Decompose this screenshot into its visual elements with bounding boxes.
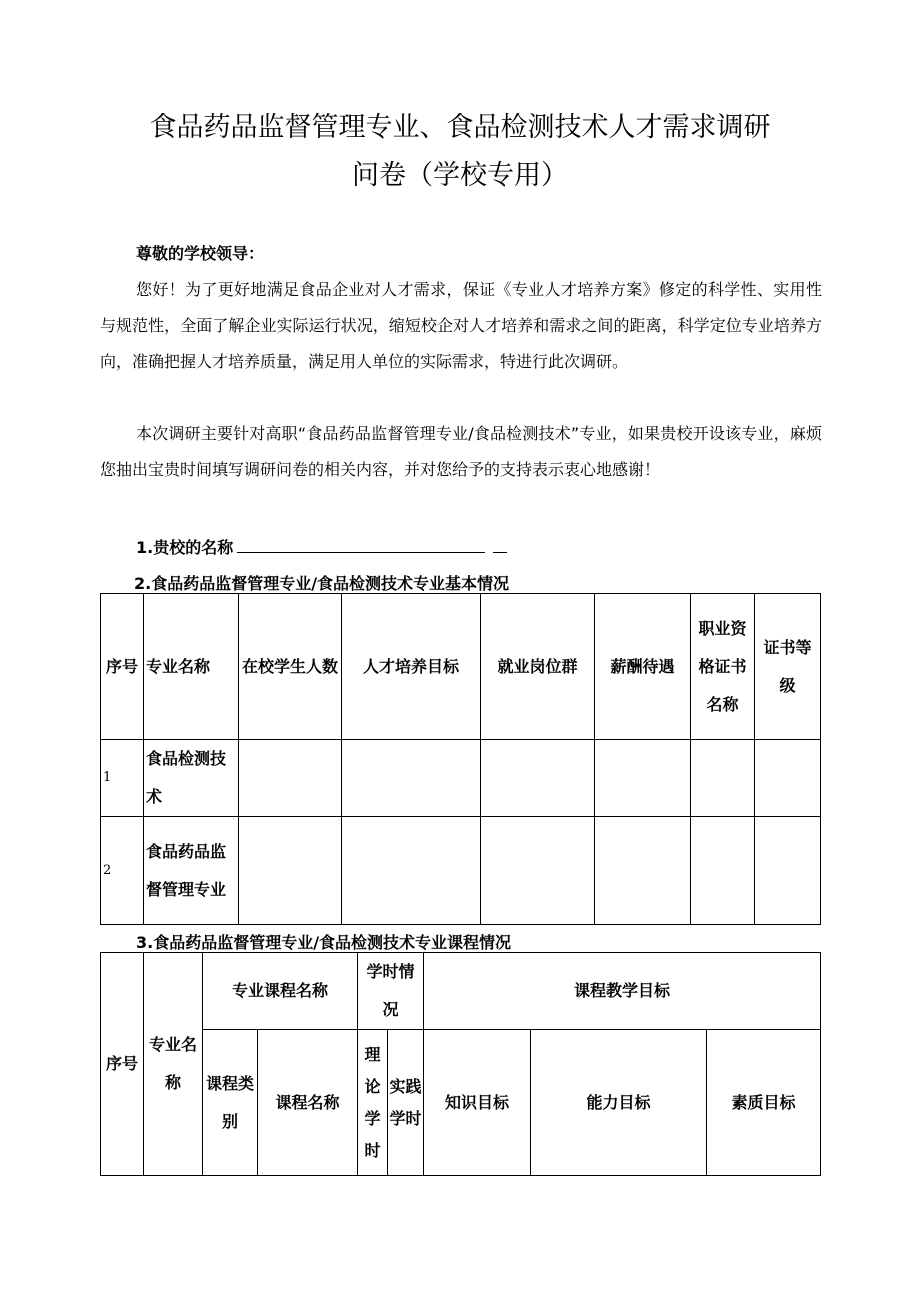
empty-cell[interactable] — [691, 817, 755, 925]
intro-paragraph-2: 本次调研主要针对高职“食品药品监督管理专业/食品检测技术”专业，如果贵校开设该专业，麻烦您抽出宝贵时间填写调研问卷的相关内容，并对您给予的支持表示衷心地感谢！ — [100, 424, 822, 479]
question-2-label: 2.食品药品监督管理专业/食品检测技术专业基本情况 — [134, 574, 510, 593]
empty-cell[interactable] — [239, 740, 342, 817]
header-major-name: 专业名称 — [144, 953, 203, 1176]
empty-cell[interactable] — [755, 817, 821, 925]
empty-cell[interactable] — [342, 740, 481, 817]
header-student-count: 在校学生人数 — [239, 594, 342, 740]
question-1-label: 1.贵校的名称 — [136, 538, 234, 557]
empty-cell[interactable] — [481, 817, 595, 925]
header-ability-goal: 能力目标 — [531, 1030, 707, 1176]
doc-title-line2: 问卷（学校专用） — [352, 160, 568, 191]
empty-cell[interactable] — [481, 740, 595, 817]
header-course-type: 课程类别 — [203, 1030, 258, 1176]
course-header-row-1 — [101, 953, 821, 1030]
header-no: 序号 — [101, 953, 144, 1176]
table-row — [101, 740, 821, 817]
header-certificate-level: 证书等级 — [755, 594, 821, 740]
header-hours-group: 学时情况 — [358, 953, 424, 1030]
row-major-name: 食品药品监督管理专业 — [144, 817, 239, 925]
header-no: 序号 — [101, 594, 144, 740]
course-header-row-2 — [101, 1030, 821, 1176]
question-3-label: 3.食品药品监督管理专业/食品检测技术专业课程情况 — [136, 933, 512, 952]
empty-cell[interactable] — [342, 817, 481, 925]
school-name-blank-tail — [493, 534, 507, 553]
row-major-name: 食品检测技术 — [144, 740, 239, 817]
question-1 — [136, 530, 858, 566]
header-goal-group: 课程教学目标 — [424, 953, 821, 1030]
header-certificate-name: 职业资格证书名称 — [691, 594, 755, 740]
header-training-goal: 人才培养目标 — [342, 594, 481, 740]
empty-cell[interactable] — [755, 740, 821, 817]
doc-title-line1: 食品药品监督管理专业、食品检测技术人才需求调研 — [149, 112, 771, 143]
greeting: 尊敬的学校领导： — [136, 244, 265, 263]
empty-cell[interactable] — [239, 817, 342, 925]
table-row — [101, 817, 821, 925]
empty-cell[interactable] — [595, 817, 691, 925]
course-table — [100, 952, 821, 1176]
major-basic-table — [100, 593, 821, 925]
empty-cell[interactable] — [595, 740, 691, 817]
header-quality-goal: 素质目标 — [707, 1030, 821, 1176]
header-job-group: 就业岗位群 — [481, 594, 595, 740]
header-course-name: 课程名称 — [258, 1030, 358, 1176]
header-major-name: 专业名称 — [144, 594, 239, 740]
row-no: 2 — [101, 817, 144, 925]
row-no: 1 — [101, 740, 144, 817]
empty-cell[interactable] — [691, 740, 755, 817]
header-practice-hours: 实践学时 — [388, 1030, 424, 1176]
header-course-group: 专业课程名称 — [203, 953, 358, 1030]
school-name-blank[interactable] — [237, 534, 485, 553]
header-salary: 薪酬待遇 — [595, 594, 691, 740]
header-theory-hours: 理论学时 — [358, 1030, 388, 1176]
table-header-row — [101, 594, 821, 740]
header-knowledge-goal: 知识目标 — [424, 1030, 531, 1176]
intro-paragraph-1: 您好！为了更好地满足食品企业对人才需求，保证《专业人才培养方案》修定的科学性、实用性与规范性，全面了解企业实际运行状况，缩短校企对人才培养和需求之间的距离，科学定位专业培养方向，准确把握人才培养质量，满足用人单位的实际需求，特进行此次调研。 — [100, 280, 822, 371]
